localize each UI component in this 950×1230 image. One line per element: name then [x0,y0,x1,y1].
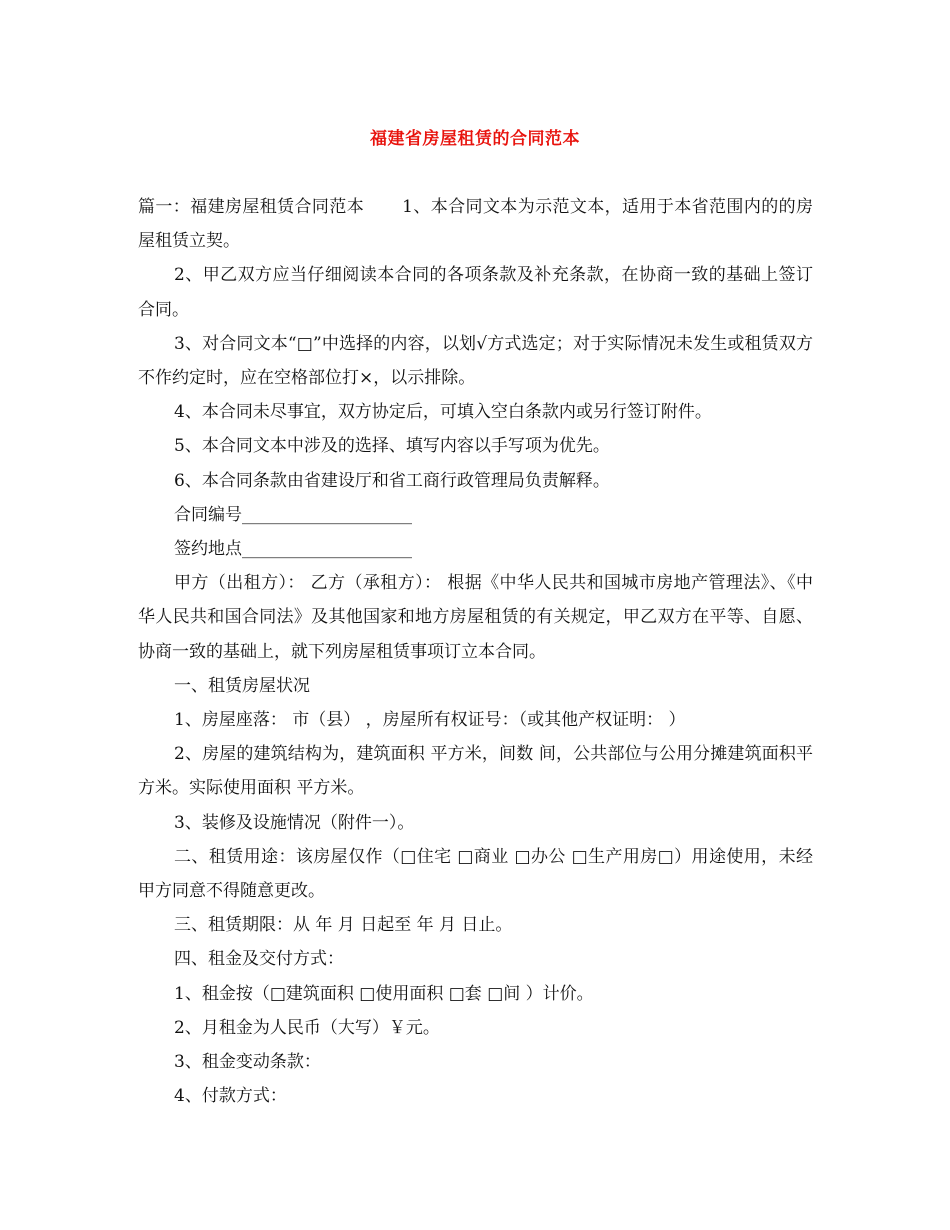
contract-number-field: 合同编号____________________ [174,504,412,525]
section-heading: 四、租金及交付方式： [174,949,344,970]
paragraph: 4、付款方式： [174,1086,287,1107]
document-body [138,190,813,1113]
paragraph: 1、租金按（□建筑面积 □使用面积 □套 □间 ）计价。 [174,983,594,1004]
paragraph: 3、租金变动条款： [174,1052,321,1073]
paragraph: 6、本合同条款由省建设厅和省工商行政管理局负责解释。 [174,470,610,491]
intro-paragraph [138,190,813,258]
intro-label: 篇一：福建房屋租赁合同范本 [138,197,365,217]
intro-text: 1、本合同文本为示范文本，适用于本省范围内的的房屋租赁立契。 [138,197,813,252]
paragraph: 甲方（出租方）： 乙方（承租方）： 根据《中华人民共和国城市房地产管理法》、《中华人民共和国合同法》及其他国家和地方房屋租赁的有关规定，甲乙双方在平等、自愿、协商一致的基础上，就下列房屋租赁事项订立本合同。 [138,573,813,662]
document-title: 福建省房屋租赁的合同范本 [370,129,580,149]
section-heading: 一、租赁房屋状况 [174,675,310,696]
paragraph: 3、装修及设施情况（附件一）。 [174,812,415,833]
paragraph: 1、房屋座落： 市（县） ，房屋所有权证号：（或其他产权证明： ） [174,710,686,731]
paragraph: 2、甲乙双方应当仔细阅读本合同的各项条款及补充条款，在协商一致的基础上签订合同。 [138,265,813,320]
paragraph: 3、对合同文本“□”中选择的内容，以划√方式选定；对于实际情况未发生或租赁双方不作约定时，应在空格部位打×，以示排除。 [138,333,813,389]
paragraph: 二、租赁用途：该房屋仅作（□住宅 □商业 □办公 □生产用房□）用途使用，未经甲方同意不得随意更改。 [138,846,813,902]
signing-location-field: 签约地点____________________ [174,539,412,560]
paragraph: 2、月租金为人民币（大写）￥元。 [174,1017,440,1038]
paragraph: 5、本合同文本中涉及的选择、填写内容以手写项为优先。 [174,436,610,457]
paragraph: 三、租赁期限：从 年 月 日起至 年 月 日止。 [174,915,513,936]
paragraph: 2、房屋的建筑结构为，建筑面积 平方米，间数 间，公共部位与公用分摊建筑面积平方米。实际使用面积 平方米。 [138,744,813,799]
paragraph: 4、本合同未尽事宜，双方协定后，可填入空白条款内或另行签订附件。 [174,402,712,423]
